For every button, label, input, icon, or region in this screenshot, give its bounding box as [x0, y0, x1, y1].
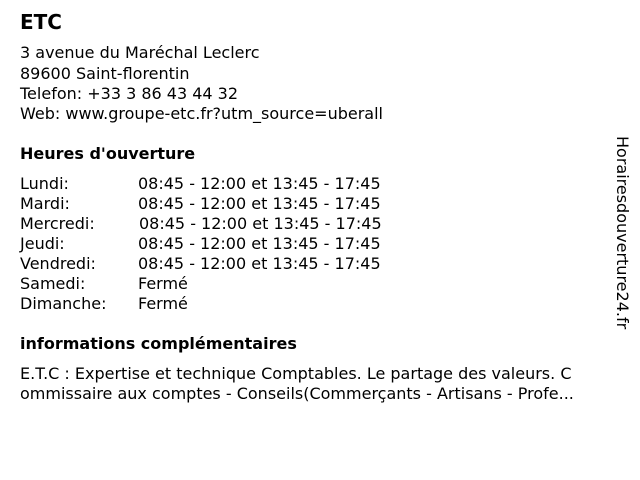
- additional-info-line-2: ommissaire aux comptes - Conseils(Commerçants - Artisans - Profe...: [20, 384, 574, 403]
- phone-number[interactable]: Telefon: +33 3 86 43 44 32: [20, 84, 239, 103]
- time-value: 08:45 - 12:00 et 13:45 - 17:45: [138, 194, 381, 213]
- opening-hours-heading: Heures d'ouverture: [20, 144, 196, 163]
- time-value: 08:45 - 12:00 et 13:45 - 17:45: [138, 174, 381, 193]
- time-value: 08:45 - 12:00 et 13:45 - 17:45: [138, 234, 381, 253]
- time-value: 08:45 - 12:00 et 13:45 - 17:45: [139, 214, 382, 233]
- time-value: 08:45 - 12:00 et 13:45 - 17:45: [138, 254, 381, 273]
- day-label: Samedi:: [20, 274, 86, 293]
- day-label: Dimanche:: [20, 294, 107, 313]
- additional-info-line-1: E.T.C : Expertise et technique Comptables. Le partage des valeurs. C: [20, 364, 572, 383]
- source-site-link[interactable]: Horairesdouverture24.fr: [613, 136, 632, 330]
- day-label: Vendredi:: [20, 254, 96, 273]
- time-value: Fermé: [138, 294, 188, 313]
- address-line-street: 3 avenue du Maréchal Leclerc: [20, 43, 260, 62]
- day-label: Mercredi:: [20, 214, 95, 233]
- business-name: ETC: [20, 10, 62, 34]
- day-label: Jeudi:: [20, 234, 65, 253]
- time-value: Fermé: [138, 274, 188, 293]
- additional-info-heading: informations complémentaires: [20, 334, 297, 353]
- website-link[interactable]: Web: www.groupe-etc.fr?utm_source=uberall: [20, 104, 383, 123]
- day-label: Mardi:: [20, 194, 70, 213]
- day-label: Lundi:: [20, 174, 69, 193]
- address-line-city: 89600 Saint-florentin: [20, 64, 190, 83]
- additional-info-text: [20, 364, 632, 404]
